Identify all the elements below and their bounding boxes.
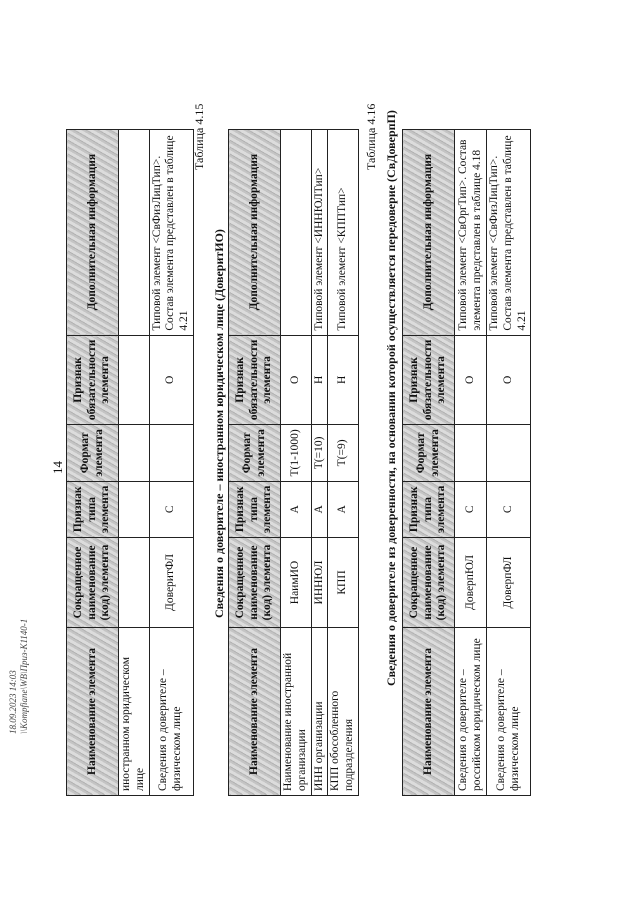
table-cell: ДоверпЮЛ bbox=[455, 538, 487, 628]
table-cell bbox=[119, 129, 150, 335]
table-cell: КПП bbox=[328, 538, 359, 628]
table-label: Таблица 4.15 bbox=[192, 103, 206, 170]
header-cell: Признак типа элемента bbox=[229, 481, 281, 537]
table-row bbox=[311, 129, 328, 795]
header-cell: Дополнительная информация bbox=[229, 129, 281, 335]
table-header-row bbox=[67, 129, 119, 795]
header-cell: Признак обязательности элемента bbox=[229, 335, 281, 425]
table-cell: Н bbox=[311, 335, 328, 425]
table-cell: T(1-1000) bbox=[281, 425, 312, 481]
table-cell: иностранном юридическом лице bbox=[119, 628, 150, 796]
table-cell: Н bbox=[328, 335, 359, 425]
table-cell: А bbox=[311, 481, 328, 537]
table-cell: Типовой элемент <СвФизЛицТип>. Состав элемента представлен в таблице 4.21 bbox=[487, 129, 531, 335]
header-cell: Сокращенное наименование (код) элемента bbox=[229, 538, 281, 628]
table-cell bbox=[119, 481, 150, 537]
header-cell: Наименование элемента bbox=[67, 628, 119, 796]
table-cell: ДоверитФЛ bbox=[149, 538, 193, 628]
table-cell: Наименование иностранной организации bbox=[281, 628, 312, 796]
table-label: Таблица 4.16 bbox=[364, 103, 378, 170]
table-caption: Сведения о доверителе – иностранном юридическом лице (ДоверитИО) bbox=[212, 229, 226, 618]
table-4-15 bbox=[228, 129, 359, 796]
header-cell: Сокращенное наименование (код) элемента bbox=[67, 538, 119, 628]
table-cell: Сведения о доверителе – физическом лице bbox=[487, 628, 531, 796]
table-cell: ДоверпФЛ bbox=[487, 538, 531, 628]
table-continued bbox=[66, 129, 194, 796]
table-cell: А bbox=[328, 481, 359, 537]
table-header-row bbox=[403, 129, 455, 795]
table-cell bbox=[281, 129, 312, 335]
header-cell: Сокращенное наименование (код) элемента bbox=[403, 538, 455, 628]
table-cell: О bbox=[455, 335, 487, 425]
table-cell: ИНН организации bbox=[311, 628, 328, 796]
table-row bbox=[281, 129, 312, 795]
table-cell: КПП обособленного подразделения bbox=[328, 628, 359, 796]
table-cell: С bbox=[149, 481, 193, 537]
table-cell bbox=[455, 425, 487, 481]
header-cell: Признак обязательности элемента bbox=[403, 335, 455, 425]
table-cell: Сведения о доверителе – физическом лице bbox=[149, 628, 193, 796]
table-cell: Типовой элемент <СвОргТип>. Состав элемента представлен в таблице 4.18 bbox=[455, 129, 487, 335]
table-cell bbox=[119, 425, 150, 481]
table-cell: О bbox=[149, 335, 193, 425]
table-cell: Типовой элемент <СвФизЛицТип>. Состав элемента представлен в таблице 4.21 bbox=[149, 129, 193, 335]
header-cell: Признак типа элемента bbox=[403, 481, 455, 537]
table-row bbox=[119, 129, 150, 795]
header-cell: Наименование элемента bbox=[229, 628, 281, 796]
table-row bbox=[149, 129, 193, 795]
table-cell: А bbox=[281, 481, 312, 537]
table-cell: T(=9) bbox=[328, 425, 359, 481]
table-cell: T(=10) bbox=[311, 425, 328, 481]
file-stamp bbox=[8, 619, 31, 734]
table-cell bbox=[487, 425, 531, 481]
header-cell: Наименование элемента bbox=[403, 628, 455, 796]
table-cell bbox=[149, 425, 193, 481]
table-cell: С bbox=[455, 481, 487, 537]
stamp-path: \\Kompfiane\WB\Приз-К1140-1 bbox=[19, 618, 30, 734]
stamp-date: 18.09.2023 14:03 bbox=[8, 670, 18, 734]
table-cell: Типовой элемент <КППТип> bbox=[328, 129, 359, 335]
table-cell: ИННЮЛ bbox=[311, 538, 328, 628]
table-cell bbox=[119, 335, 150, 425]
header-cell: Формат элемента bbox=[229, 425, 281, 481]
header-cell: Признак типа элемента bbox=[67, 481, 119, 537]
table-cell: С bbox=[487, 481, 531, 537]
table-cell: Сведения о доверителе – российском юридическом лице bbox=[455, 628, 487, 796]
table-caption: Сведения о доверителе из доверенности, на основании которой осуществляется передоверие (СвДоверпП) bbox=[384, 110, 398, 686]
table-row bbox=[487, 129, 531, 795]
table-header-row bbox=[229, 129, 281, 795]
header-cell: Формат элемента bbox=[403, 425, 455, 481]
table-cell: Типовой элемент <ИННЮЛТип> bbox=[311, 129, 328, 335]
table-row bbox=[328, 129, 359, 795]
page-number: 14 bbox=[50, 461, 65, 474]
header-cell: Дополнительная информация bbox=[403, 129, 455, 335]
table-4-16 bbox=[402, 129, 531, 796]
table-cell bbox=[119, 538, 150, 628]
header-cell: Признак обязательности элемента bbox=[67, 335, 119, 425]
table-cell: НаимИО bbox=[281, 538, 312, 628]
header-cell: Формат элемента bbox=[67, 425, 119, 481]
header-cell: Дополнительная информация bbox=[67, 129, 119, 335]
table-row bbox=[455, 129, 487, 795]
table-cell: О bbox=[487, 335, 531, 425]
table-cell: О bbox=[281, 335, 312, 425]
